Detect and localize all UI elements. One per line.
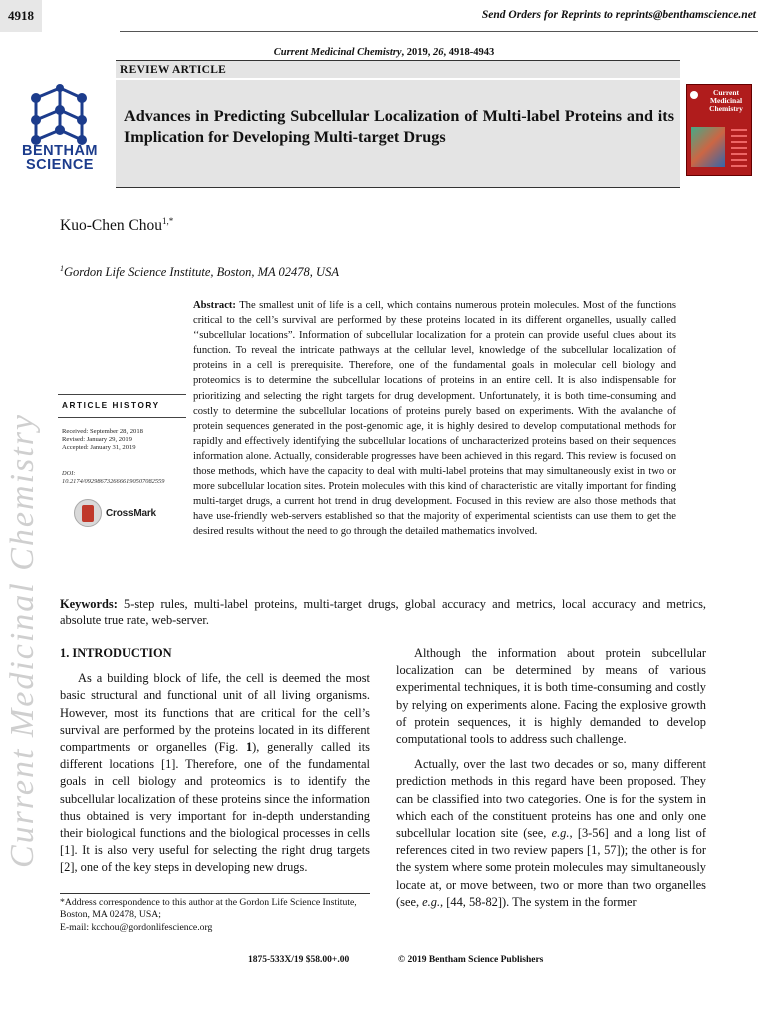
abstract-label: Abstract: [193, 300, 236, 311]
body-column-right [396, 645, 706, 919]
journal-watermark: Current Medicinal Chemistry [4, 412, 41, 868]
affiliation-text: Gordon Life Science Institute, Boston, MA 02478, USA [64, 265, 339, 280]
received-date: Received: September 28, 2018 [62, 428, 143, 435]
col2-paragraph-2 [396, 756, 706, 911]
cover-logo-icon [690, 91, 698, 99]
bentham-brand [12, 144, 108, 172]
footnote-email[interactable]: E-mail: kcchou@gordonlifescience.org [60, 921, 213, 933]
crossmark-icon[interactable] [74, 499, 102, 527]
history-rule-top [58, 394, 186, 395]
title-box [116, 80, 680, 188]
journal-citation [0, 47, 768, 58]
figure-ref: 1 [245, 740, 253, 755]
body-column-left [60, 645, 370, 885]
affiliation-superscript: 1 [60, 264, 64, 273]
correspondence-footnote [60, 893, 370, 934]
journal-year: , 2019, [401, 47, 434, 58]
cover-text-lines [731, 129, 747, 167]
journal-name: Current Medicinal Chemistry [273, 47, 402, 58]
eg-1: e.g., [551, 826, 573, 841]
abstract [193, 298, 676, 540]
author-superscript: 1,* [162, 216, 174, 226]
doi-value[interactable]: 10.2174/0929867326666190507082559 [62, 478, 165, 485]
col2-text-a: Actually, over the last two decades or so, many different prediction methods in this regard have been proposed. They can be classified into two categories. One is for the system in which each of the constituent proteins has one and only one subcellular location site (see, [396, 757, 706, 841]
article-type-bar: REVIEW ARTICLE [116, 60, 680, 78]
crossmark-label[interactable]: CrossMark [106, 507, 156, 519]
section-heading: 1. INTRODUCTION [60, 646, 172, 660]
revised-date: Revised: January 29, 2019 [62, 436, 132, 444]
brand-line-2: SCIENCE [26, 157, 94, 173]
footnote-address: *Address correspondence to this author at the Gordon Life Science Institute, Boston, MA 02478, USA; [60, 897, 357, 921]
col2-text-b: [3-56] and a long list of references cited in two review papers [1, 57]); the other is for the system where some protein molecules may simultaneously locate at, or move between, two or more than two organelles (see, [396, 826, 706, 909]
history-rule-bottom [58, 417, 186, 418]
cover-title: Current Medicinal Chemistry [709, 88, 743, 113]
intro-text-a: As a building block of life, the cell is deemed the most basic structural and functional unit of all living organisms. However, most its functions that are critical for the cell’s survival are performed by the proteins located in its different compartments or organelles (Fig. [60, 671, 370, 755]
intro-text-b: ), generally called its different locations [1]. Therefore, one of the fundamental goals in cell biology and proteomics is to identify the subcellular localization of these proteins since the information thus obtained is very important for in-depth understanding their biological functions and the biological processes in cells [1]. It is also very useful for selecting the right drug targets [2], one of the key steps in developing new drugs. [60, 740, 370, 875]
journal-cover [686, 84, 752, 176]
article-title: Advances in Predicting Subcellular Localization of Multi-label Proteins and its Implication for Developing Multi-target Drugs [124, 107, 674, 146]
col2-paragraph-1: Although the information about protein subcellular localization can be determined by means of various experimental techniques, it is both time-consuming and costly by relying on experiments alone. Facing the explosive growth of protein sequences, it is highly demanded to develop computational tools to address such challenge. [396, 646, 706, 747]
eg-2: e.g., [422, 894, 444, 909]
footer-copyright: © 2019 Bentham Science Publishers [398, 955, 544, 965]
author-name [60, 216, 173, 235]
footer-price: 1875-533X/19 $58.00+.00 [248, 955, 350, 965]
doi[interactable] [62, 470, 164, 486]
header-rule [120, 31, 758, 32]
journal-pages: , 4918-4943 [443, 47, 495, 58]
page-number: 4918 [0, 0, 42, 32]
cover-image-icon [691, 127, 725, 167]
keywords [60, 597, 706, 629]
crossmark-badge[interactable] [74, 499, 156, 527]
article-history-dates [62, 428, 143, 453]
col2-text-c: [44, 58-82]). The system in the former [443, 894, 637, 909]
accepted-date: Accepted: January 31, 2019 [62, 444, 136, 452]
keywords-label: Keywords: [60, 597, 118, 611]
intro-paragraph-1 [60, 670, 370, 876]
article-history-title: ARTICLE HISTORY [62, 401, 160, 410]
author-text: Kuo-Chen Chou [60, 217, 163, 235]
reprints-notice: Send Orders for Reprints to reprints@benthamscience.net [481, 9, 756, 21]
abstract-text: The smallest unit of life is a cell, which contains numerous protein molecules. Most of the functions critical to the cell’s survival are performed by these proteins located in its different organelles, usually called ‘‘subcellular locations”. Information of subcellular localization for a protein can provide useful clues about its function. To reveal the intricate pathways at the cellular level, knowledge of the subcellular localization of proteins in a cell is prerequisite. Therefore, one of the fundamental goals in molecular cell biology and proteomics is to determine the subcellular locations of proteins in an entire cell. It is also indispensable for prioritizing and selecting the right targets for drug development. Unfortunately, it is both time-consuming and costly to determine the subcellular locations of proteins purely based on experiments. With the avalanche of protein sequences generated in the post-genomic age, it is highly desired to develop computational methods for rapidly and effectively identifying the subcellular locations of uncharacterized proteins based on their sequences information alone. Actually, considerable progresses have been achieved in this regard. This review is focused on those methods, which have the capacity to deal with multi-label proteins that may simultaneously exist in two or more subcellular location sites. Protein molecules with this kind of characteristic are vitally important for finding multi-target drugs, a current hot trend in drug development. Focused in this review are also those methods that have use-friendly web-servers established so that the majority of experimental scientists can use them to get the desired results without the need to go through the detailed mathematics involved. [193, 300, 676, 538]
affiliation [60, 264, 339, 280]
doi-label: DOI: [62, 470, 76, 477]
journal-volume: 26 [433, 47, 444, 58]
keywords-text: 5-step rules, multi-label proteins, multi-target drugs, global accuracy and metrics, local accuracy and metrics, absolute true rate, web-server. [60, 597, 706, 627]
brand-line-1: BENTHAM [22, 143, 98, 159]
